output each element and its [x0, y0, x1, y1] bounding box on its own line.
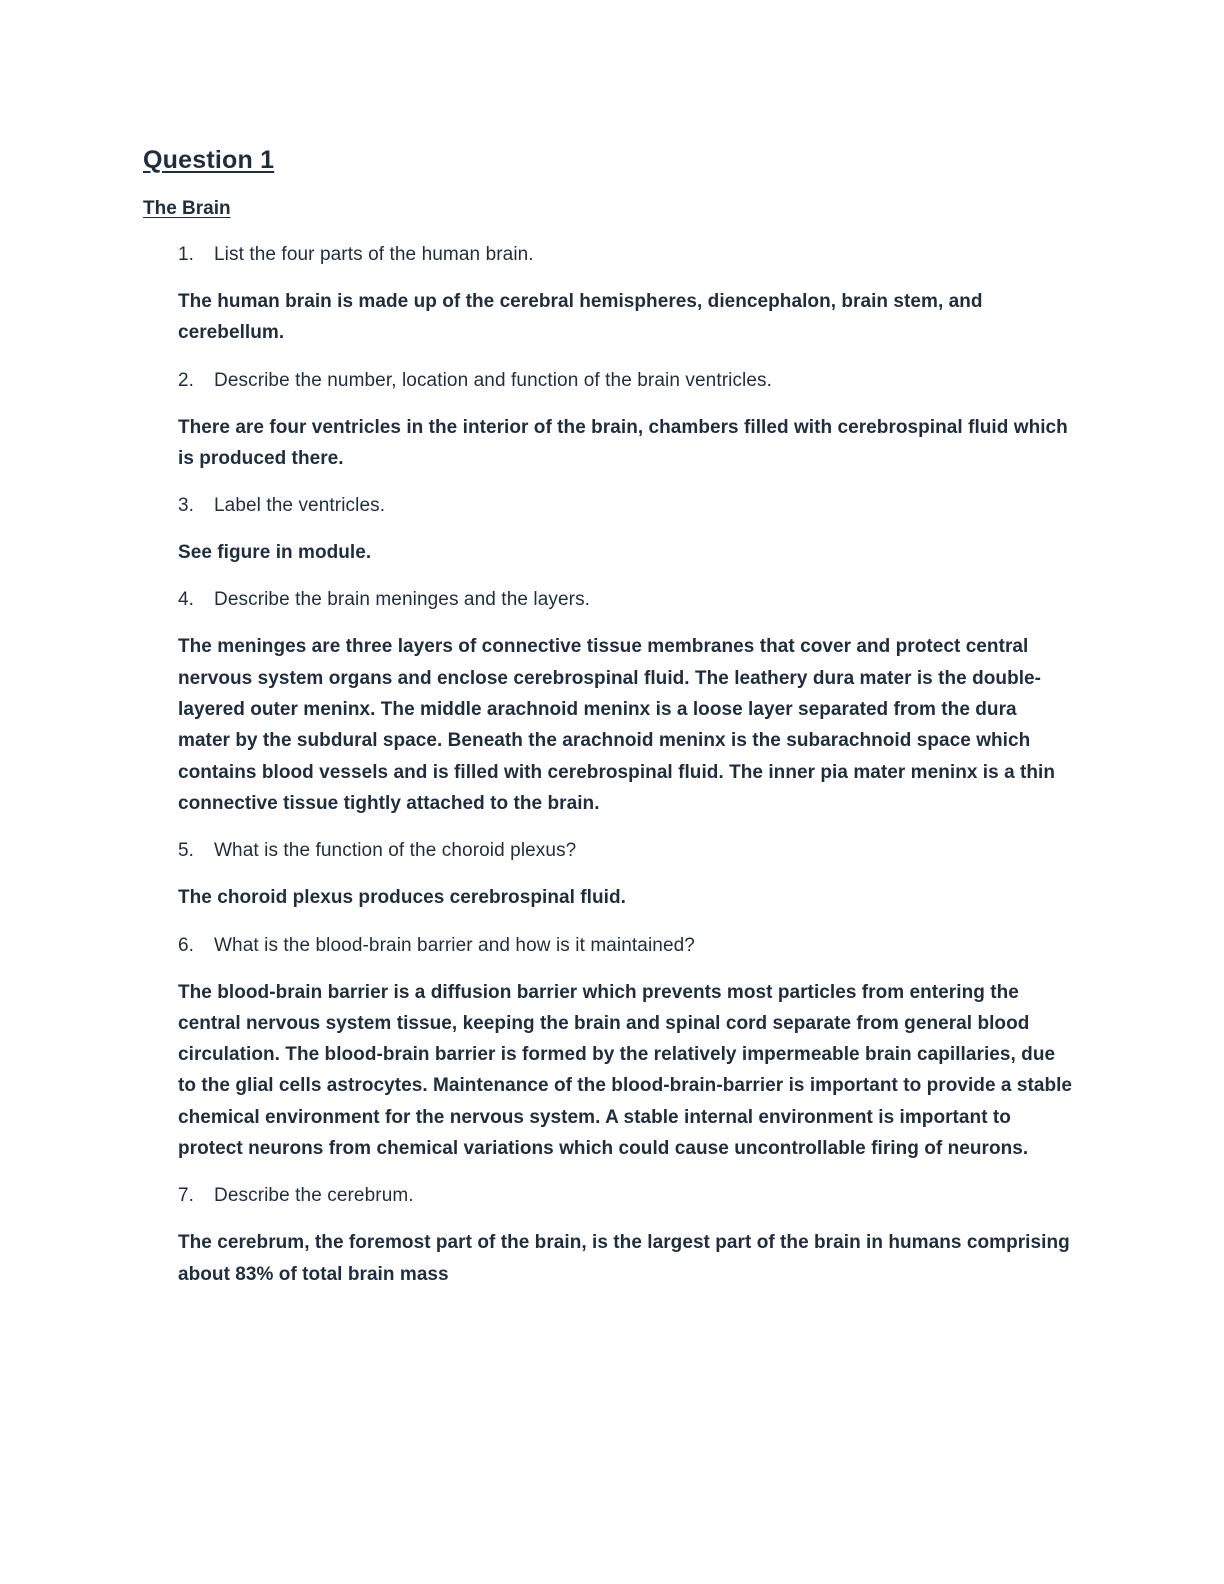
- question-text: [178, 365, 1073, 396]
- question-label: What is the function of the choroid plexus?: [214, 840, 577, 862]
- question-text: [178, 930, 1073, 961]
- list-item: [178, 930, 1073, 1165]
- list-item: [178, 490, 1073, 568]
- list-item: [178, 239, 1073, 349]
- list-item: [178, 1180, 1073, 1290]
- question-text: [178, 239, 1073, 270]
- answer-text: The blood-brain barrier is a diffusion barrier which prevents most particles from entering the central nervous system tissue, keeping the brain and spinal cord separate from general blood circulation. The blood-brain barrier is formed by the relatively impermeable brain capillaries, due to the glial cells astrocytes. Maintenance of the blood-brain-barrier is important to provide a stable chemical environment for the nervous system. A stable internal environment is important to protect neurons from chemical variations which could cause uncontrollable firing of neurons.: [178, 981, 1073, 1160]
- question-number: 6.: [178, 934, 195, 956]
- question-text: [178, 490, 1073, 521]
- answer-text: There are four ventricles in the interior of the brain, chambers filled with cerebrospinal fluid which is produced there.: [178, 416, 1068, 469]
- answer-text: The choroid plexus produces cerebrospinal fluid.: [178, 887, 626, 909]
- question-label: Describe the cerebrum.: [214, 1185, 414, 1207]
- question-label: Describe the number, location and function of the brain ventricles.: [214, 369, 773, 391]
- question-number: 7.: [178, 1185, 195, 1207]
- answer-text: The human brain is made up of the cerebral hemispheres, diencephalon, brain stem, and cerebellum.: [178, 291, 983, 344]
- question-number: 4.: [178, 589, 195, 611]
- question-number: 1.: [178, 244, 195, 265]
- question-label: Describe the brain meninges and the layers.: [214, 589, 591, 611]
- section-title: The Brain: [143, 198, 231, 219]
- list-item: [178, 584, 1073, 819]
- answer-text: See figure in module.: [178, 542, 372, 564]
- question-number: 5.: [178, 840, 195, 862]
- question-label: What is the blood-brain barrier and how is it maintained?: [214, 934, 695, 956]
- page-title: Question 1: [143, 146, 275, 174]
- question-label: List the four parts of the human brain.: [214, 244, 534, 265]
- question-label: Label the ventricles.: [214, 495, 386, 517]
- list-item: [178, 835, 1073, 913]
- question-list: [178, 239, 1073, 1306]
- question-text: [178, 835, 1073, 866]
- question-number: 3.: [178, 495, 195, 517]
- question-number: 2.: [178, 369, 195, 391]
- answer-text: The meninges are three layers of connective tissue membranes that cover and protect central nervous system organs and enclose cerebrospinal fluid. The leathery dura mater is the double-layered outer meninx. The middle arachnoid meninx is a loose layer separated from the dura mater by the subdural space. Beneath the arachnoid meninx is the subarachnoid space which contains blood vessels and is filled with cerebrospinal fluid. The inner pia mater meninx is a thin connective tissue tightly attached to the brain.: [178, 636, 1056, 814]
- question-text: [178, 1180, 1073, 1211]
- answer-text: The cerebrum, the foremost part of the brain, is the largest part of the brain in humans comprising about 83% of total brain mass: [178, 1232, 1070, 1285]
- question-text: [178, 584, 1073, 615]
- list-item: [178, 365, 1073, 475]
